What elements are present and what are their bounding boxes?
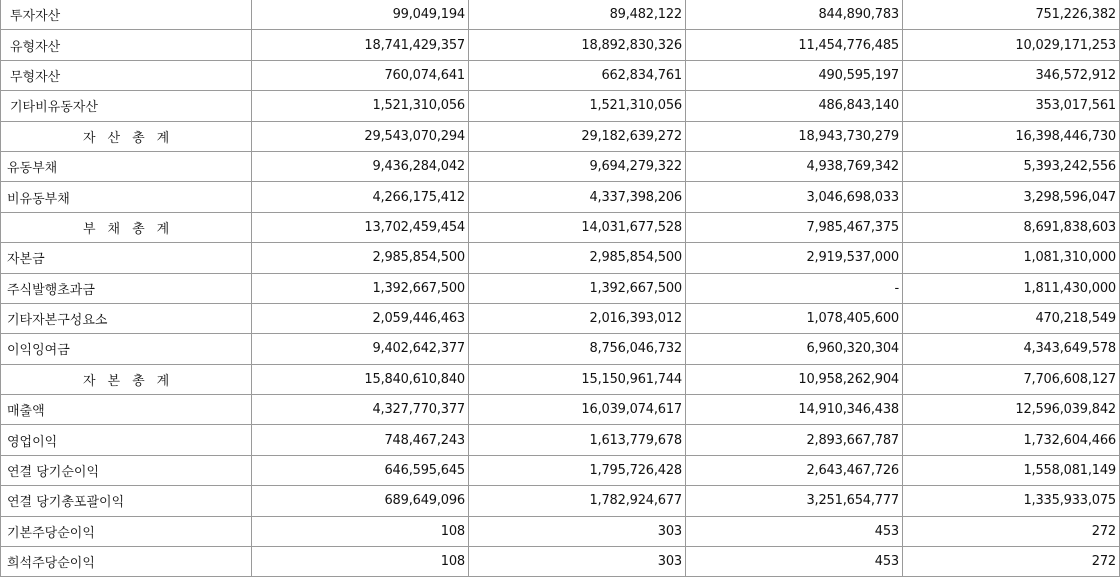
value-cell: 1,521,310,056	[469, 91, 686, 121]
value-cell: 353,017,561	[903, 91, 1120, 121]
value-cell: 18,741,429,357	[252, 30, 469, 60]
value-cell: 12,596,039,842	[903, 395, 1120, 425]
value-cell: 9,402,642,377	[252, 334, 469, 364]
row-label: 기본주당순이익	[1, 516, 252, 546]
table-row	[1, 273, 1120, 303]
value-cell: 99,049,194	[252, 0, 469, 30]
value-cell: 11,454,776,485	[686, 30, 903, 60]
value-cell: 1,795,726,428	[469, 455, 686, 485]
value-cell: 9,436,284,042	[252, 151, 469, 181]
value-cell: 15,150,961,744	[469, 364, 686, 394]
value-cell: 9,694,279,322	[469, 151, 686, 181]
value-cell: 4,938,769,342	[686, 151, 903, 181]
value-cell: 1,558,081,149	[903, 455, 1120, 485]
value-cell: 4,337,398,206	[469, 182, 686, 212]
value-cell: 7,985,467,375	[686, 212, 903, 242]
table-row	[1, 486, 1120, 516]
value-cell: 29,543,070,294	[252, 121, 469, 151]
value-cell: 490,595,197	[686, 60, 903, 90]
value-cell: 2,893,667,787	[686, 425, 903, 455]
table-row	[1, 425, 1120, 455]
table-row	[1, 91, 1120, 121]
row-label: 기타자본구성요소	[1, 303, 252, 333]
row-label: 유동부채	[1, 151, 252, 181]
table-row	[1, 121, 1120, 151]
row-label: 기타비유동자산	[1, 91, 252, 121]
value-cell: 2,985,854,500	[469, 243, 686, 273]
value-cell: 1,392,667,500	[252, 273, 469, 303]
table-row	[1, 60, 1120, 90]
value-cell: 6,960,320,304	[686, 334, 903, 364]
row-label: 연결 당기순이익	[1, 455, 252, 485]
row-label: 주식발행초과금	[1, 273, 252, 303]
value-cell: 662,834,761	[469, 60, 686, 90]
value-cell: 1,613,779,678	[469, 425, 686, 455]
value-cell: 3,251,654,777	[686, 486, 903, 516]
value-cell: 108	[252, 516, 469, 546]
value-cell: 2,919,537,000	[686, 243, 903, 273]
value-cell: 1,078,405,600	[686, 303, 903, 333]
value-cell: 303	[469, 547, 686, 577]
table-row	[1, 303, 1120, 333]
value-cell: 89,482,122	[469, 0, 686, 30]
row-label: 이익잉여금	[1, 334, 252, 364]
value-cell: 1,811,430,000	[903, 273, 1120, 303]
value-cell: 14,910,346,438	[686, 395, 903, 425]
row-label: 영업이익	[1, 425, 252, 455]
value-cell: 8,756,046,732	[469, 334, 686, 364]
value-cell: 751,226,382	[903, 0, 1120, 30]
row-label-total: 자본총계	[1, 364, 252, 394]
value-cell: 10,958,262,904	[686, 364, 903, 394]
table-row	[1, 395, 1120, 425]
value-cell: 16,398,446,730	[903, 121, 1120, 151]
value-cell: 689,649,096	[252, 486, 469, 516]
value-cell: 3,046,698,033	[686, 182, 903, 212]
value-cell: 15,840,610,840	[252, 364, 469, 394]
value-cell: 272	[903, 547, 1120, 577]
row-label: 매출액	[1, 395, 252, 425]
value-cell: 18,892,830,326	[469, 30, 686, 60]
table-row	[1, 151, 1120, 181]
row-label: 투자자산	[1, 0, 252, 30]
row-label: 자본금	[1, 243, 252, 273]
table-row	[1, 455, 1120, 485]
value-cell: 5,393,242,556	[903, 151, 1120, 181]
value-cell: 844,890,783	[686, 0, 903, 30]
row-label-total: 부채총계	[1, 212, 252, 242]
table-row	[1, 547, 1120, 577]
value-cell: 8,691,838,603	[903, 212, 1120, 242]
value-cell: 470,218,549	[903, 303, 1120, 333]
value-cell: 1,392,667,500	[469, 273, 686, 303]
table-row	[1, 182, 1120, 212]
value-cell: 1,521,310,056	[252, 91, 469, 121]
value-cell: 7,706,608,127	[903, 364, 1120, 394]
value-cell: 2,985,854,500	[252, 243, 469, 273]
table-row	[1, 516, 1120, 546]
table-row	[1, 212, 1120, 242]
table-row	[1, 0, 1120, 30]
value-cell: 453	[686, 516, 903, 546]
value-cell: 108	[252, 547, 469, 577]
row-label: 비유동부채	[1, 182, 252, 212]
value-cell: 646,595,645	[252, 455, 469, 485]
value-cell: 4,327,770,377	[252, 395, 469, 425]
value-cell: 3,298,596,047	[903, 182, 1120, 212]
value-cell: 13,702,459,454	[252, 212, 469, 242]
value-cell: -	[686, 273, 903, 303]
value-cell: 346,572,912	[903, 60, 1120, 90]
value-cell: 303	[469, 516, 686, 546]
table-row	[1, 243, 1120, 273]
value-cell: 29,182,639,272	[469, 121, 686, 151]
value-cell: 2,643,467,726	[686, 455, 903, 485]
value-cell: 1,732,604,466	[903, 425, 1120, 455]
value-cell: 18,943,730,279	[686, 121, 903, 151]
value-cell: 453	[686, 547, 903, 577]
row-label-total: 자산총계	[1, 121, 252, 151]
row-label: 연결 당기총포괄이익	[1, 486, 252, 516]
value-cell: 2,059,446,463	[252, 303, 469, 333]
value-cell: 16,039,074,617	[469, 395, 686, 425]
value-cell: 2,016,393,012	[469, 303, 686, 333]
table-row	[1, 30, 1120, 60]
value-cell: 760,074,641	[252, 60, 469, 90]
row-label: 유형자산	[1, 30, 252, 60]
value-cell: 272	[903, 516, 1120, 546]
value-cell: 1,782,924,677	[469, 486, 686, 516]
value-cell: 4,343,649,578	[903, 334, 1120, 364]
value-cell: 10,029,171,253	[903, 30, 1120, 60]
table-row	[1, 334, 1120, 364]
value-cell: 1,335,933,075	[903, 486, 1120, 516]
value-cell: 4,266,175,412	[252, 182, 469, 212]
value-cell: 486,843,140	[686, 91, 903, 121]
table-row	[1, 364, 1120, 394]
value-cell: 1,081,310,000	[903, 243, 1120, 273]
value-cell: 748,467,243	[252, 425, 469, 455]
row-label: 무형자산	[1, 60, 252, 90]
row-label: 희석주당순이익	[1, 547, 252, 577]
value-cell: 14,031,677,528	[469, 212, 686, 242]
